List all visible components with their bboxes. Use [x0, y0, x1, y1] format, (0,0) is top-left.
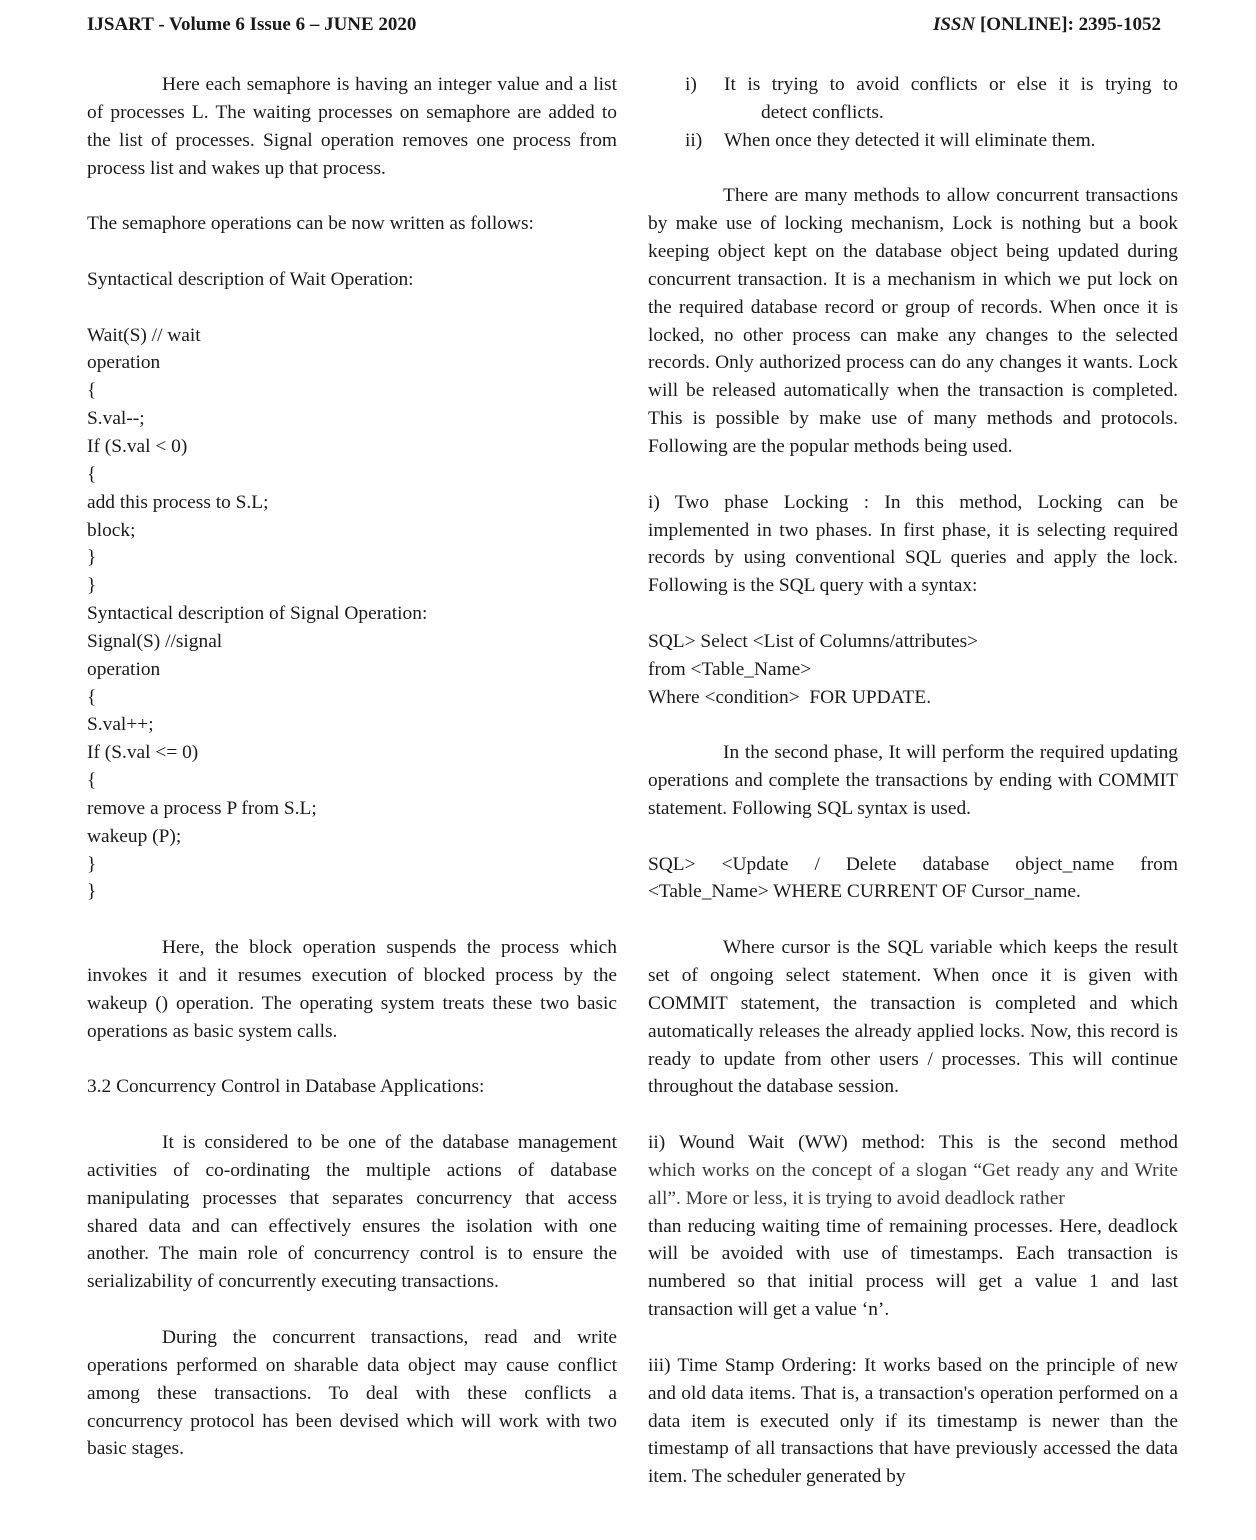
code-line: {: [87, 463, 97, 485]
code-line: block;: [87, 519, 136, 541]
code-line: {: [87, 686, 97, 708]
two-phase-paragraph: i) Two phase Locking : In this method, Locking can be implemented in two phases. In first phase, it is selecting required records by using conventional SQL queries and apply the lock. Following is the SQL query with a syntax:: [648, 491, 1178, 597]
code-line: }: [87, 547, 97, 569]
wound-wait-paragraph: [648, 1129, 1178, 1324]
sql-line: [648, 851, 1178, 879]
page-header: [87, 14, 1161, 40]
code-line: operation: [87, 658, 161, 680]
sql-token: object_name: [1015, 853, 1115, 875]
semaphore-ops-paragraph: The semaphore operations can be now written as follows:: [87, 213, 534, 235]
sql-line: from <Table_Name>: [648, 658, 812, 680]
signal-heading: Syntactical description of Signal Operation:: [87, 603, 428, 625]
code-line: {: [87, 380, 97, 402]
sql-token: <Update: [721, 853, 789, 875]
second-phase-paragraph: In the second phase, It will perform the required updating operations and complete the transactions by ending with COMMIT statement. Following SQL syntax is used.: [648, 742, 1178, 819]
block-wakeup-paragraph: Here, the block operation suspends the process which invokes it and it resumes execution of blocked process by the wakeup () operation. The operating system treats these two basic operations as basic system calls.: [87, 937, 617, 1042]
journal-header: IJSART - Volume 6 Issue 6 – JUNE 2020: [87, 14, 417, 35]
code-line: S.val++;: [87, 714, 154, 736]
code-line: Signal(S) //signal: [87, 630, 223, 652]
sql-line: <Table_Name> WHERE CURRENT OF Cursor_name.: [648, 881, 1081, 903]
code-line: wakeup (P);: [87, 825, 182, 847]
sql-token: Delete: [845, 853, 897, 875]
sql-token: SQL>: [648, 853, 696, 875]
list-item: [648, 127, 1178, 155]
wound-wait-slogan: which works on the concept of a slogan “Get ready any and Write all”. More or less, it is trying to avoid deadlock rather: [648, 1159, 1178, 1209]
code-line: operation: [87, 352, 161, 374]
sql-token: from: [1140, 853, 1178, 875]
code-line: If (S.val <= 0): [87, 742, 199, 764]
code-line: }: [87, 853, 97, 875]
code-line: }: [87, 575, 97, 597]
issn-label: ISSN: [932, 14, 976, 35]
code-line: add this process to S.L;: [87, 491, 269, 513]
concurrency-paragraph: It is considered to be one of the database management activities of co-ordinating the multiple actions of database manipulating processes that separates concurrency that access shared data and can effectively ensures the isolation with one another. The main role of concurrency control is to ensure the serializability of concurrently executing transactions.: [87, 1132, 617, 1293]
wait-code-block: [87, 322, 617, 600]
code-line: S.val--;: [87, 408, 145, 430]
code-line: remove a process P from S.L;: [87, 797, 317, 819]
sql-update-block: [648, 851, 1178, 907]
sql-line: Where <condition> FOR UPDATE.: [648, 686, 932, 708]
sql-line: SQL> Select <List of Columns/attributes>: [648, 630, 979, 652]
code-line: {: [87, 770, 97, 792]
code-line: Wait(S) // wait: [87, 324, 201, 346]
cursor-paragraph: Where cursor is the SQL variable which keeps the result set of ongoing select statement. When once it is given with COMMIT statement, the transaction is completed and which automatically releases the already applied locks. Now, this record is ready to update from other users / processes. This will continue throughout the database session.: [648, 937, 1178, 1098]
semaphore-intro-paragraph: Here each semaphore is having an integer value and a list of processes L. The waiting processes on semaphore are added to the list of processes. Signal operation removes one process from process list and wakes up that process.: [87, 74, 617, 179]
issn-header: [933, 14, 1161, 36]
sql-token: database: [922, 853, 990, 875]
right-column: [648, 71, 1178, 1491]
list-text: It is trying to avoid conflicts or else it is trying to: [724, 74, 1178, 95]
list-number: i): [685, 74, 697, 95]
left-column: [87, 71, 617, 1463]
concurrent-transactions-paragraph: During the concurrent transactions, read and write operations performed on sharable data object may cause conflict among these transactions. To deal with these conflicts a concurrency protocol has been devised which will work with two basic stages.: [87, 1326, 617, 1460]
issn-value: [ONLINE]: 2395-1052: [979, 14, 1161, 35]
timestamp-ordering-paragraph: iii) Time Stamp Ordering: It works based on the principle of new and old data items. That is, a transaction's operation performed on a data item is executed only if its timestamp is newer than the timestamp of all transactions that have previously accessed the data item. The scheduler generated by: [648, 1354, 1178, 1488]
signal-code-block: [87, 628, 617, 906]
list-text: When once they detected it will eliminate them.: [724, 129, 1096, 151]
sql-select-block: [648, 628, 1178, 712]
code-line: If (S.val < 0): [87, 435, 188, 457]
list-number: ii): [685, 129, 703, 151]
section-heading: 3.2 Concurrency Control in Database Applications:: [87, 1076, 485, 1098]
wound-wait-rest: than reducing waiting time of remaining processes. Here, deadlock will be avoided with use of timestamps. Each transaction is numbered so that initial process will get a value 1 and last transaction will get a value ‘n’.: [648, 1215, 1178, 1321]
wait-heading: Syntactical description of Wait Operation:: [87, 268, 414, 290]
locking-paragraph: There are many methods to allow concurrent transactions by make use of locking mechanism, Lock is nothing but a book keeping object kept on the database object being updated during concurrent transaction. It is a mechanism in which we put lock on the required database record or group of records. When once it is locked, no other process can make any changes to the selected records. Only authorized process can do any changes it wants. Lock will be released automatically when the transaction is completed. This is possible by make use of many methods and protocols. Following are the popular methods being used.: [648, 185, 1178, 457]
list-item: [648, 71, 1178, 127]
list-text-cont: detect conflicts.: [761, 101, 884, 123]
wound-wait-line: ii) Wound Wait (WW) method: This is the second method: [648, 1132, 1178, 1154]
sql-token: /: [814, 853, 820, 875]
code-line: }: [87, 881, 97, 903]
